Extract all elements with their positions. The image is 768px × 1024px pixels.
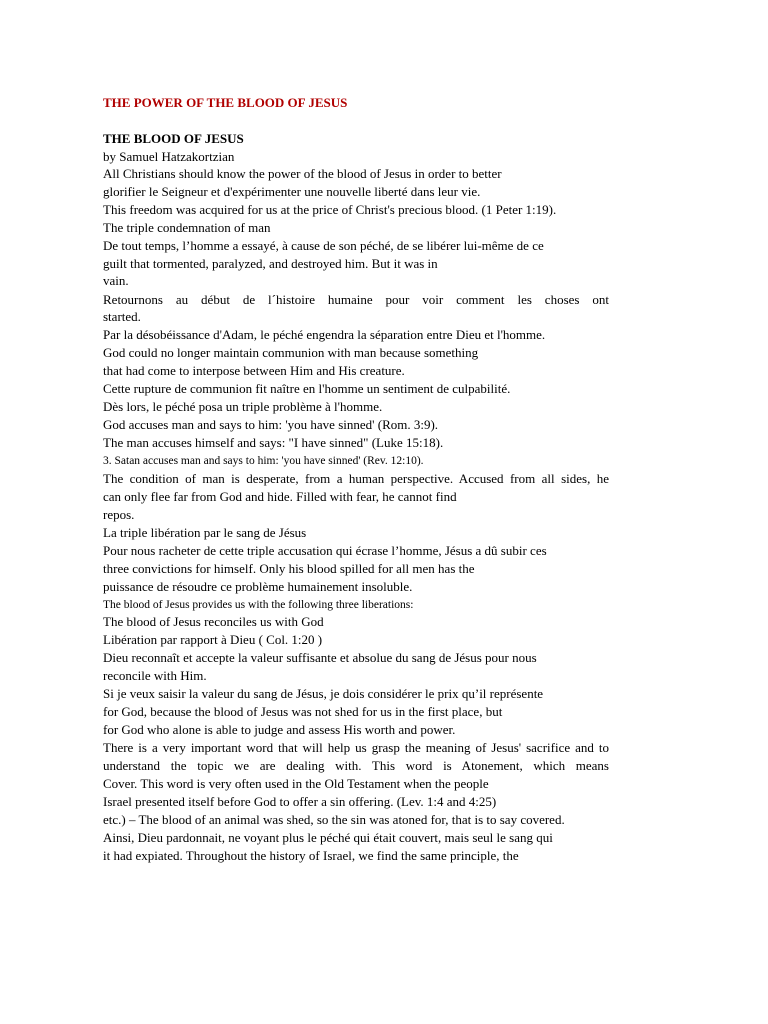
text-line: guilt that tormented, paralyzed, and destroyed him. But it was in [103,256,438,271]
text-line: repos. [103,507,135,522]
text-line: started. [103,309,141,324]
text-line: 3. Satan accuses man and says to him: 'you have sinned' (Rev. 12:10). [103,455,424,467]
text-line: Dès lors, le péché posa un triple problème à l'homme. [103,399,383,414]
text-line: Israel presented itself before God to offer a sin offering. (Lev. 1:4 and 4:25) [103,794,497,809]
text-line: puissance de résoudre ce problème humainement insoluble. [103,579,413,594]
text-line: God could no longer maintain communion with man because something [103,345,479,360]
author-line: by Samuel Hatzakortzian [103,149,235,164]
text-line: Pour nous racheter de cette triple accusation qui écrase l’homme, Jésus a dû subir ces [103,543,547,558]
text-line: reconcile with Him. [103,668,207,683]
subheading-line: The blood of Jesus reconciles us with God [103,614,324,629]
text-line: Cette rupture de communion fit naître en l'homme un sentiment de culpabilité. [103,381,511,396]
text-line: The condition of man is desperate, from a human perspective. Accused from all sides, he [103,471,609,486]
text-line: glorifier le Seigneur et d'expérimenter une nouvelle liberté dans leur vie. [103,184,481,199]
subheading-line: The triple condemnation of man [103,220,271,235]
text-line: vain. [103,273,129,288]
text-line: De tout temps, l’homme a essayé, à cause de son péché, de se libérer lui-même de ce [103,238,544,253]
text-line: for God, because the blood of Jesus was not shed for us in the first place, but [103,704,503,719]
text-line: The blood of Jesus provides us with the following three liberations: [103,599,414,611]
section-heading: THE BLOOD OF JESUS [103,131,244,146]
text-line: This freedom was acquired for us at the price of Christ's precious blood. (1 Peter 1:19). [103,202,557,217]
text-line: understand the topic we are dealing with. This word is Atonement, which means [103,758,609,773]
text-line: Ainsi, Dieu pardonnait, ne voyant plus le péché qui était couvert, mais seul le sang qui [103,830,553,845]
text-line: etc.) – The blood of an animal was shed, so the sin was atoned for, that is to say covered. [103,812,565,827]
text-line: Cover. This word is very often used in the Old Testament when the people [103,776,489,791]
text-line: that had come to interpose between Him and His creature. [103,363,405,378]
text-line: All Christians should know the power of the blood of Jesus in order to better [103,166,502,181]
text-line: it had expiated. Throughout the history of Israel, we find the same principle, the [103,848,519,863]
text-line: can only flee far from God and hide. Filled with fear, he cannot find [103,489,457,504]
text-line: The man accuses himself and says: "I have sinned" (Luke 15:18). [103,435,444,450]
subheading-line: La triple libération par le sang de Jésus [103,525,307,540]
document-title: THE POWER OF THE BLOOD OF JESUS [103,95,348,110]
text-line: Par la désobéissance d'Adam, le péché engendra la séparation entre Dieu et l'homme. [103,327,546,342]
text-line: three convictions for himself. Only his blood spilled for all men has the [103,561,475,576]
text-line: Retournons au début de l´histoire humaine pour voir comment les choses ont [103,292,609,307]
text-line: for God who alone is able to judge and assess His worth and power. [103,722,456,737]
text-line: There is a very important word that will help us grasp the meaning of Jesus' sacrifice and to [103,740,609,755]
text-line: Libération par rapport à Dieu ( Col. 1:20 ) [103,632,323,647]
text-line: God accuses man and says to him: 'you have sinned' (Rom. 3:9). [103,417,439,432]
text-line: Si je veux saisir la valeur du sang de Jésus, je dois considérer le prix qu’il représente [103,686,544,701]
text-line: Dieu reconnaît et accepte la valeur suffisante et absolue du sang de Jésus pour nous [103,650,537,665]
